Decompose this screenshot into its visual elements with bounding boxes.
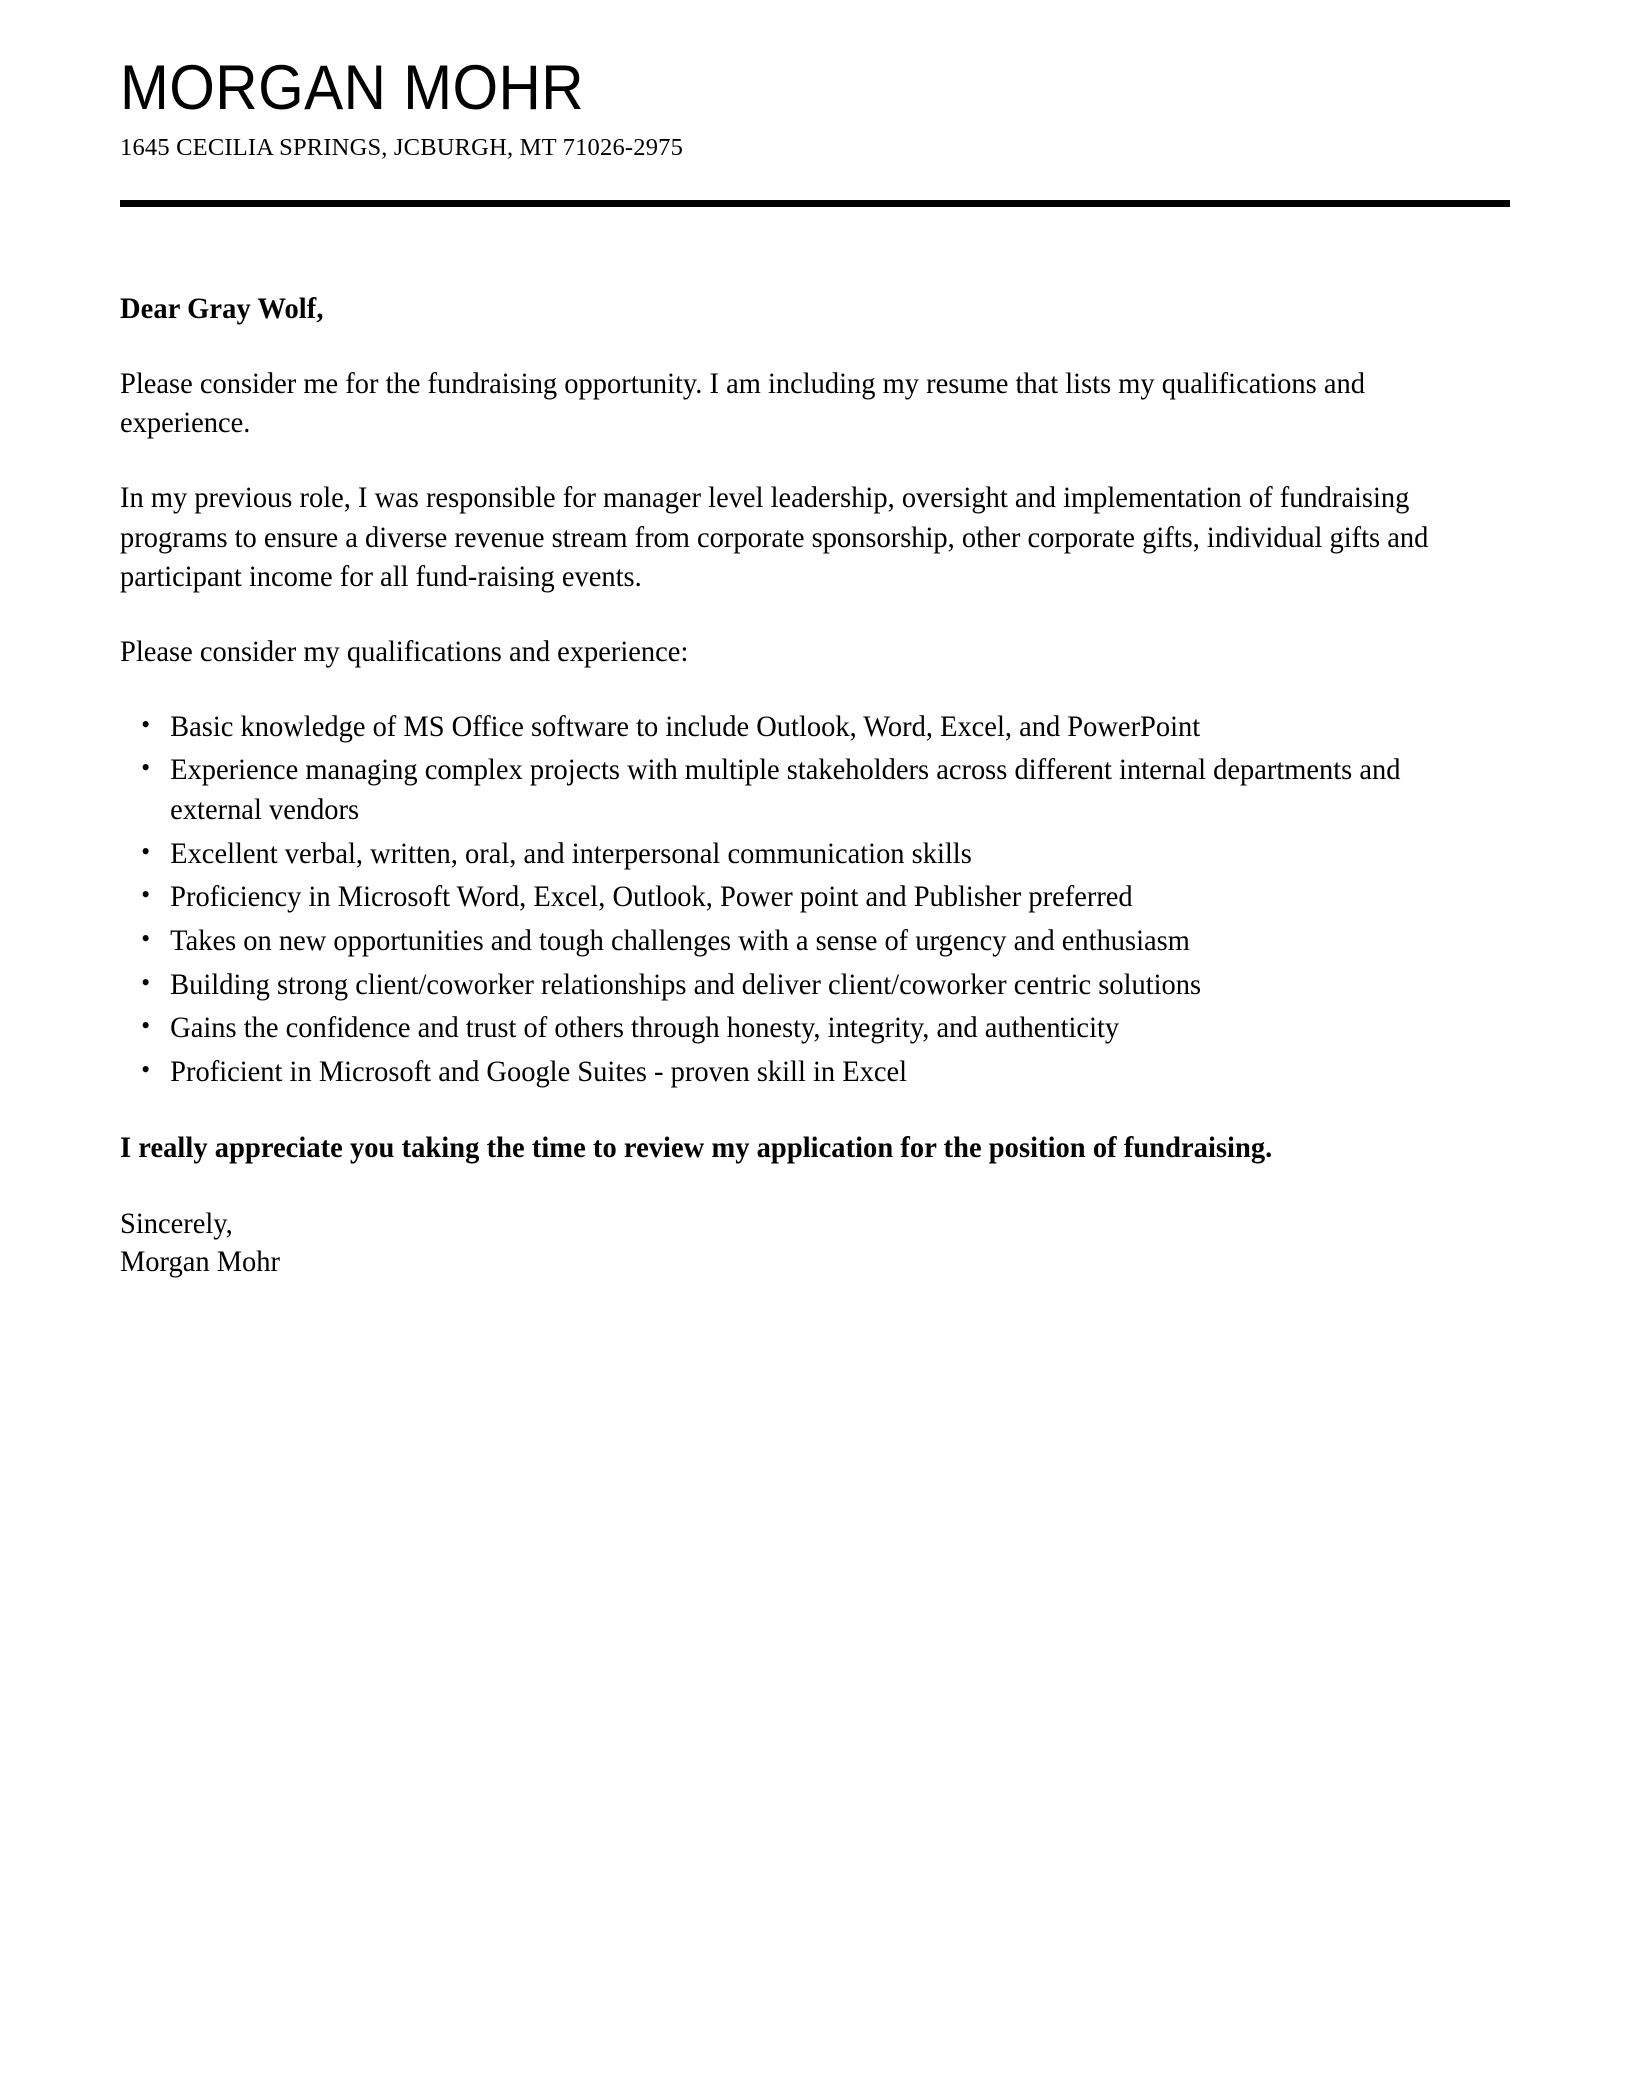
closing-statement: I really appreciate you taking the time to review my application for the position of fundraising. [120,1131,1273,1164]
signature-block [120,1206,1457,1282]
experience-paragraph: In my previous role, I was responsible for manager level leadership, oversight and implementation of fundraising programs to ensure a diverse revenue stream from corporate sponsorship, other corporate gifts, individual gifts and participant income for all fund-raising events. [120,481,1429,594]
signature-name: Morgan Mohr [120,1245,280,1278]
letter-content [120,0,1512,1281]
valediction: Sincerely, [120,1207,233,1240]
list-item: • Proficiency in Microsoft Word, Excel, Outlook, Power point and Publisher preferred [170,878,1456,918]
list-item: • Gains the confidence and trust of others through honesty, integrity, and authenticity [170,1009,1456,1049]
list-item: • Experience managing complex projects with multiple stakeholders across different internal departments and external vendors [170,751,1456,830]
salutation: Dear Gray Wolf, [120,292,324,325]
applicant-address: 1645 CECILIA SPRINGS, JCBURGH, MT 71026-2975 [120,134,684,162]
list-item: • Excellent verbal, written, oral, and interpersonal communication skills [170,835,1456,875]
letterhead [120,0,1512,207]
qualifications-lead-in: Please consider my qualifications and experience: [120,635,689,668]
list-item: • Basic knowledge of MS Office software to include Outlook, Word, Excel, and PowerPoint [170,708,1456,748]
list-item: • Building strong client/coworker relationships and deliver client/coworker centric solutions [170,966,1456,1006]
header-divider [120,200,1510,207]
list-item: • Proficient in Microsoft and Google Suites - proven skill in Excel [170,1053,1456,1093]
intro-paragraph: Please consider me for the fundraising opportunity. I am including my resume that lists my qualifications and experience. [120,367,1365,440]
qualifications-list [120,708,1457,1093]
letter-body [120,290,1457,1281]
list-item: • Takes on new opportunities and tough challenges with a sense of urgency and enthusiasm [170,922,1456,962]
applicant-name: MORGAN MOHR [120,53,585,123]
